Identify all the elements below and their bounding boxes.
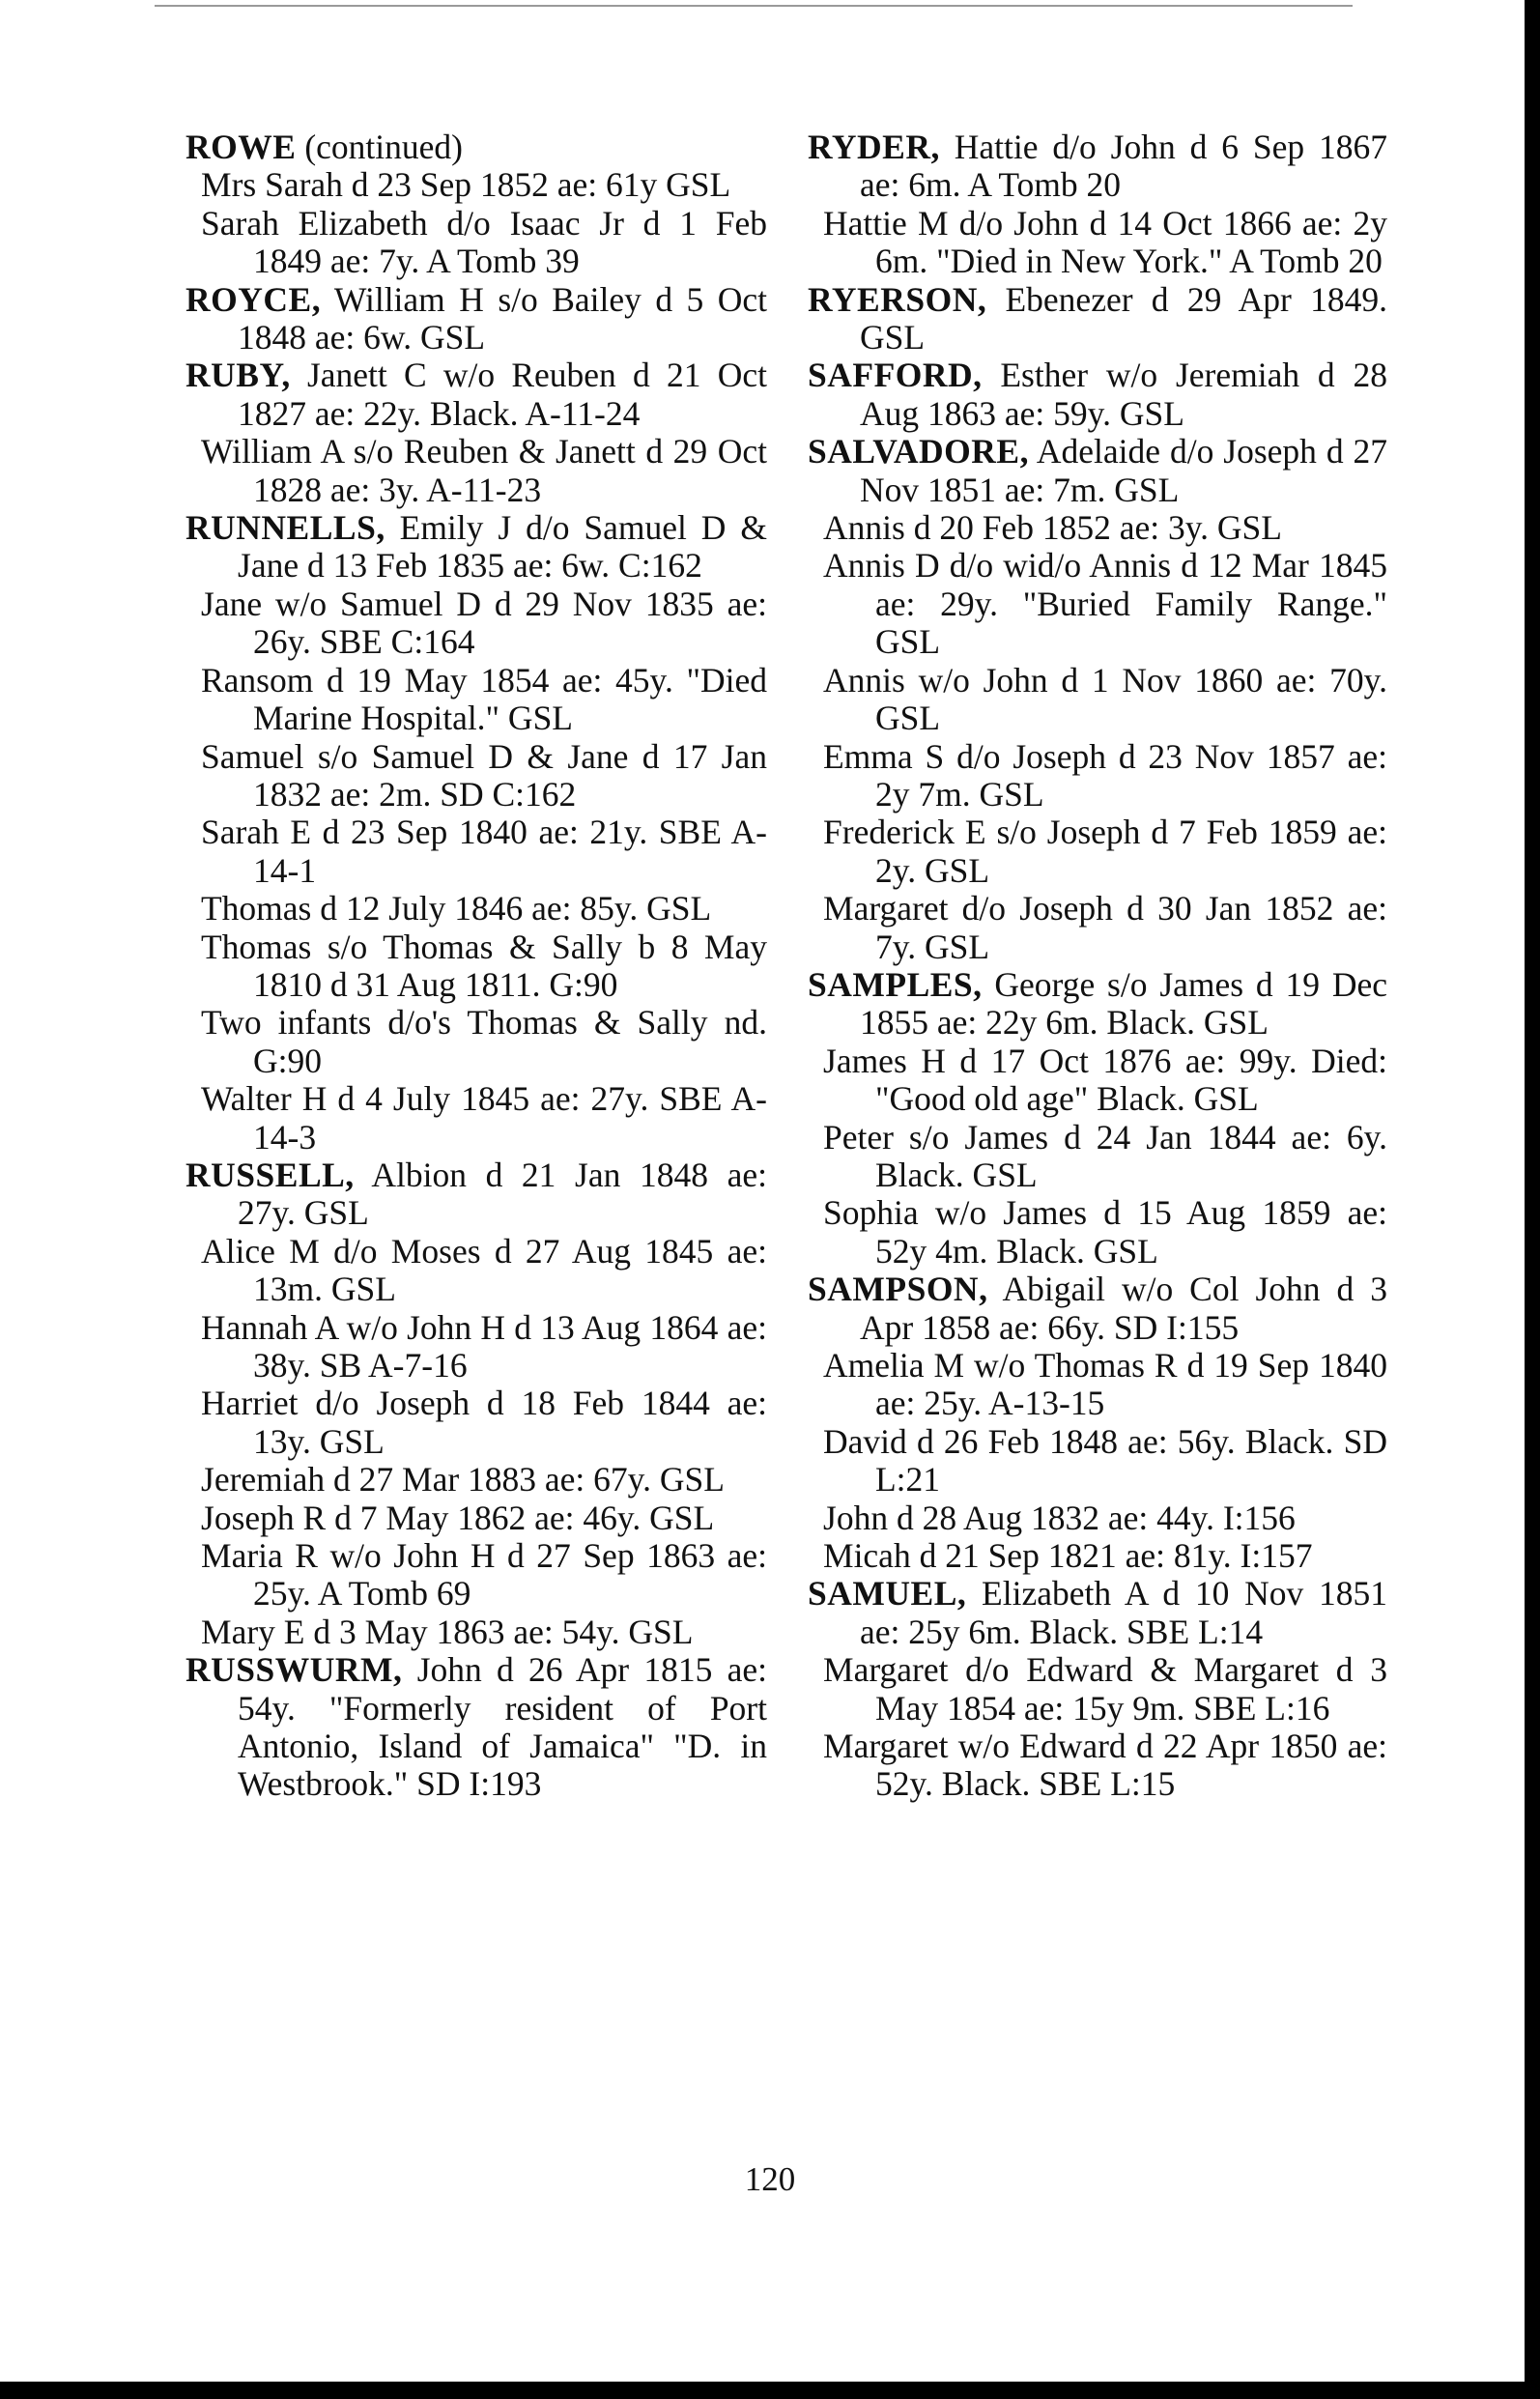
entry-surname: SAMUEL, [808, 1574, 967, 1614]
entry-text: Margaret d/o Joseph d 30 Jan 1852 ae: 7y. GSL [823, 889, 1387, 966]
entry-text: Maria R w/o John H d 27 Sep 1863 ae: 25y. A Tomb 69 [201, 1536, 767, 1614]
entry [201, 1080, 767, 1157]
entry [823, 738, 1387, 814]
entry-text: Jane w/o Samuel D d 29 Nov 1835 ae: 26y. SBE C:164 [201, 584, 767, 662]
entry-surname: RUSSWURM, [185, 1650, 403, 1690]
entry-text: James H d 17 Oct 1876 ae: 99y. Died: "Good old age" Black. GSL [823, 1041, 1387, 1119]
entry-text: Alice M d/o Moses d 27 Aug 1845 ae: 13m. GSL [201, 1231, 767, 1309]
entry-text: Thomas s/o Thomas & Sally b 8 May 1810 d 31 Aug 1811. G:90 [201, 927, 767, 1004]
entry-text: Ransom d 19 May 1854 ae: 45y. "Died Marine Hospital." GSL [201, 660, 767, 738]
entry-text: John d 28 Aug 1832 ae: 44y. I:156 [823, 1498, 1296, 1537]
entry-text: Albion d 21 Jan 1848 ae: 27y. GSL [238, 1155, 767, 1233]
entry [201, 928, 767, 1005]
entry [201, 890, 767, 928]
entry-text: Annis w/o John d 1 Nov 1860 ae: 70y. GSL [823, 660, 1387, 738]
entry-text: Emma S d/o Joseph d 23 Nov 1857 ae: 2y 7m. GSL [823, 736, 1387, 814]
entry [823, 1194, 1387, 1271]
entry-surname: RUNNELLS, [185, 508, 385, 548]
entry [185, 1157, 767, 1233]
entry-text: Esther w/o Jeremiah d 28 Aug 1863 ae: 59y. GSL [860, 356, 1387, 433]
entry [201, 1309, 767, 1385]
entry-surname: RUSSELL, [185, 1155, 355, 1194]
entry-surname: SAFFORD, [808, 356, 983, 395]
entry [201, 205, 767, 281]
entry-text: Hannah A w/o John H d 13 Aug 1864 ae: 38y. SB A-7-16 [201, 1307, 767, 1385]
entry-text: Sarah E d 23 Sep 1840 ae: 21y. SBE A-14-1 [201, 813, 767, 890]
entry-text: Hattie M d/o John d 14 Oct 1866 ae: 2y 6m. "Died in New York." A Tomb 20 [823, 203, 1387, 281]
entry-text: Walter H d 4 July 1845 ae: 27y. SBE A-14-3 [201, 1079, 767, 1157]
entry [185, 281, 767, 357]
entry [808, 1575, 1387, 1651]
entry [185, 1651, 767, 1804]
entry [823, 1499, 1387, 1537]
entry-text: Emily J d/o Samuel D & Jane d 13 Feb 1835 ae: 6w. C:162 [238, 508, 767, 585]
entry [808, 357, 1387, 433]
entry-surname: ROWE [185, 128, 297, 166]
entry-text: Joseph R d 7 May 1862 ae: 46y. GSL [201, 1498, 715, 1537]
entry [823, 662, 1387, 738]
entry [201, 1614, 767, 1651]
entry-text: John d 26 Apr 1815 ae: 54y. "Formerly resident of Port Antonio, Island of Jamaica" "D. in Westbrook." SD I:193 [238, 1650, 767, 1804]
entry [201, 814, 767, 890]
entry [201, 1385, 767, 1461]
entry-text: Sophia w/o James d 15 Aug 1859 ae: 52y 4m. Black. GSL [823, 1193, 1387, 1271]
entry [823, 1651, 1387, 1728]
entry-text: Adelaide d/o Joseph d 27 Nov 1851 ae: 7m. GSL [860, 432, 1387, 509]
entry-text: Mary E d 3 May 1863 ae: 54y. GSL [201, 1612, 694, 1651]
entry [823, 1728, 1387, 1804]
entry-surname: SAMPLES, [808, 964, 983, 1004]
entry [808, 1271, 1387, 1347]
entry [201, 1461, 767, 1499]
entry [808, 433, 1387, 509]
entry [201, 585, 767, 662]
entry-text: Annis D d/o wid/o Annis d 12 Mar 1845 ae: 29y. "Buried Family Range." GSL [823, 546, 1387, 662]
entry [823, 1347, 1387, 1423]
entry [823, 1537, 1387, 1575]
entry-text: Sarah Elizabeth d/o Isaac Jr d 1 Feb 1849 ae: 7y. A Tomb 39 [201, 203, 767, 281]
entry-surname: SALVADORE, [808, 432, 1029, 471]
top-rule [155, 5, 1353, 7]
entry-text: Abigail w/o Col John d 3 Apr 1858 ae: 66y. SD I:155 [860, 1270, 1387, 1347]
entry-text: Mrs Sarah d 23 Sep 1852 ae: 61y GSL [201, 165, 731, 205]
right-column [808, 129, 1387, 1804]
entry [201, 1499, 767, 1537]
entry-text: Elizabeth A d 10 Nov 1851 ae: 25y 6m. Black. SBE L:14 [860, 1574, 1387, 1651]
entry-surname: SAMPSON, [808, 1270, 988, 1309]
entry [823, 509, 1387, 547]
entry [201, 166, 767, 204]
left-column [185, 129, 767, 1804]
entry-text: Annis d 20 Feb 1852 ae: 3y. GSL [823, 508, 1282, 548]
entry [201, 1537, 767, 1614]
entry-surname: RUBY, [185, 356, 291, 395]
entry-text: Jeremiah d 27 Mar 1883 ae: 67y. GSL [201, 1460, 725, 1499]
entry-surname: ROYCE, [185, 279, 322, 319]
entry-text: Peter s/o James d 24 Jan 1844 ae: 6y. Black. GSL [823, 1117, 1387, 1194]
entry [823, 814, 1387, 890]
entry-text: David d 26 Feb 1848 ae: 56y. Black. SD L:21 [823, 1421, 1387, 1499]
entry [201, 1004, 767, 1080]
entry [823, 205, 1387, 281]
page-number: 120 [744, 2160, 796, 2198]
entry [808, 129, 1387, 205]
entry-text: George s/o James d 19 Dec 1855 ae: 22y 6m. Black. GSL [860, 964, 1387, 1042]
entry [185, 357, 767, 433]
entry [185, 509, 767, 585]
entry [823, 1423, 1387, 1499]
entry [201, 738, 767, 814]
entry-text: Margaret w/o Edward d 22 Apr 1850 ae: 52y. Black. SBE L:15 [823, 1727, 1387, 1804]
entry-text: Ebenezer d 29 Apr 1849. GSL [860, 279, 1387, 357]
entry [808, 281, 1387, 357]
entry-text: Margaret d/o Edward & Margaret d 3 May 1854 ae: 15y 9m. SBE L:16 [823, 1650, 1387, 1728]
entry-text: Janett C w/o Reuben d 21 Oct 1827 ae: 22y. Black. A-11-24 [238, 356, 767, 433]
entry-text: William H s/o Bailey d 5 Oct 1848 ae: 6w. GSL [238, 279, 767, 357]
entry-text: Micah d 21 Sep 1821 ae: 81y. I:157 [823, 1536, 1313, 1576]
entry [201, 433, 767, 509]
entry [823, 1042, 1387, 1119]
entry [201, 662, 767, 738]
entry-text: Two infants d/o's Thomas & Sally nd. G:90 [201, 1003, 767, 1080]
entry [823, 547, 1387, 661]
entry [808, 966, 1387, 1042]
entry [823, 1119, 1387, 1195]
entry-text: (continued) [296, 128, 463, 166]
entry-text: Frederick E s/o Joseph d 7 Feb 1859 ae: 2y. GSL [823, 813, 1387, 890]
entry-text: Hattie d/o John d 6 Sep 1867 ae: 6m. A Tomb 20 [860, 128, 1387, 205]
entry-surname: RYDER, [808, 128, 940, 166]
entry [201, 1233, 767, 1309]
entry-text: Samuel s/o Samuel D & Jane d 17 Jan 1832 ae: 2m. SD C:162 [201, 736, 767, 814]
entry-text: William A s/o Reuben & Janett d 29 Oct 1828 ae: 3y. A-11-23 [201, 432, 767, 509]
entry-text: Amelia M w/o Thomas R d 19 Sep 1840 ae: 25y. A-13-15 [823, 1346, 1387, 1423]
entry [185, 129, 767, 166]
entry [823, 890, 1387, 966]
entry-surname: RYERSON, [808, 279, 987, 319]
entry-text: Harriet d/o Joseph d 18 Feb 1844 ae: 13y. GSL [201, 1384, 767, 1461]
entry-text: Thomas d 12 July 1846 ae: 85y. GSL [201, 889, 712, 928]
